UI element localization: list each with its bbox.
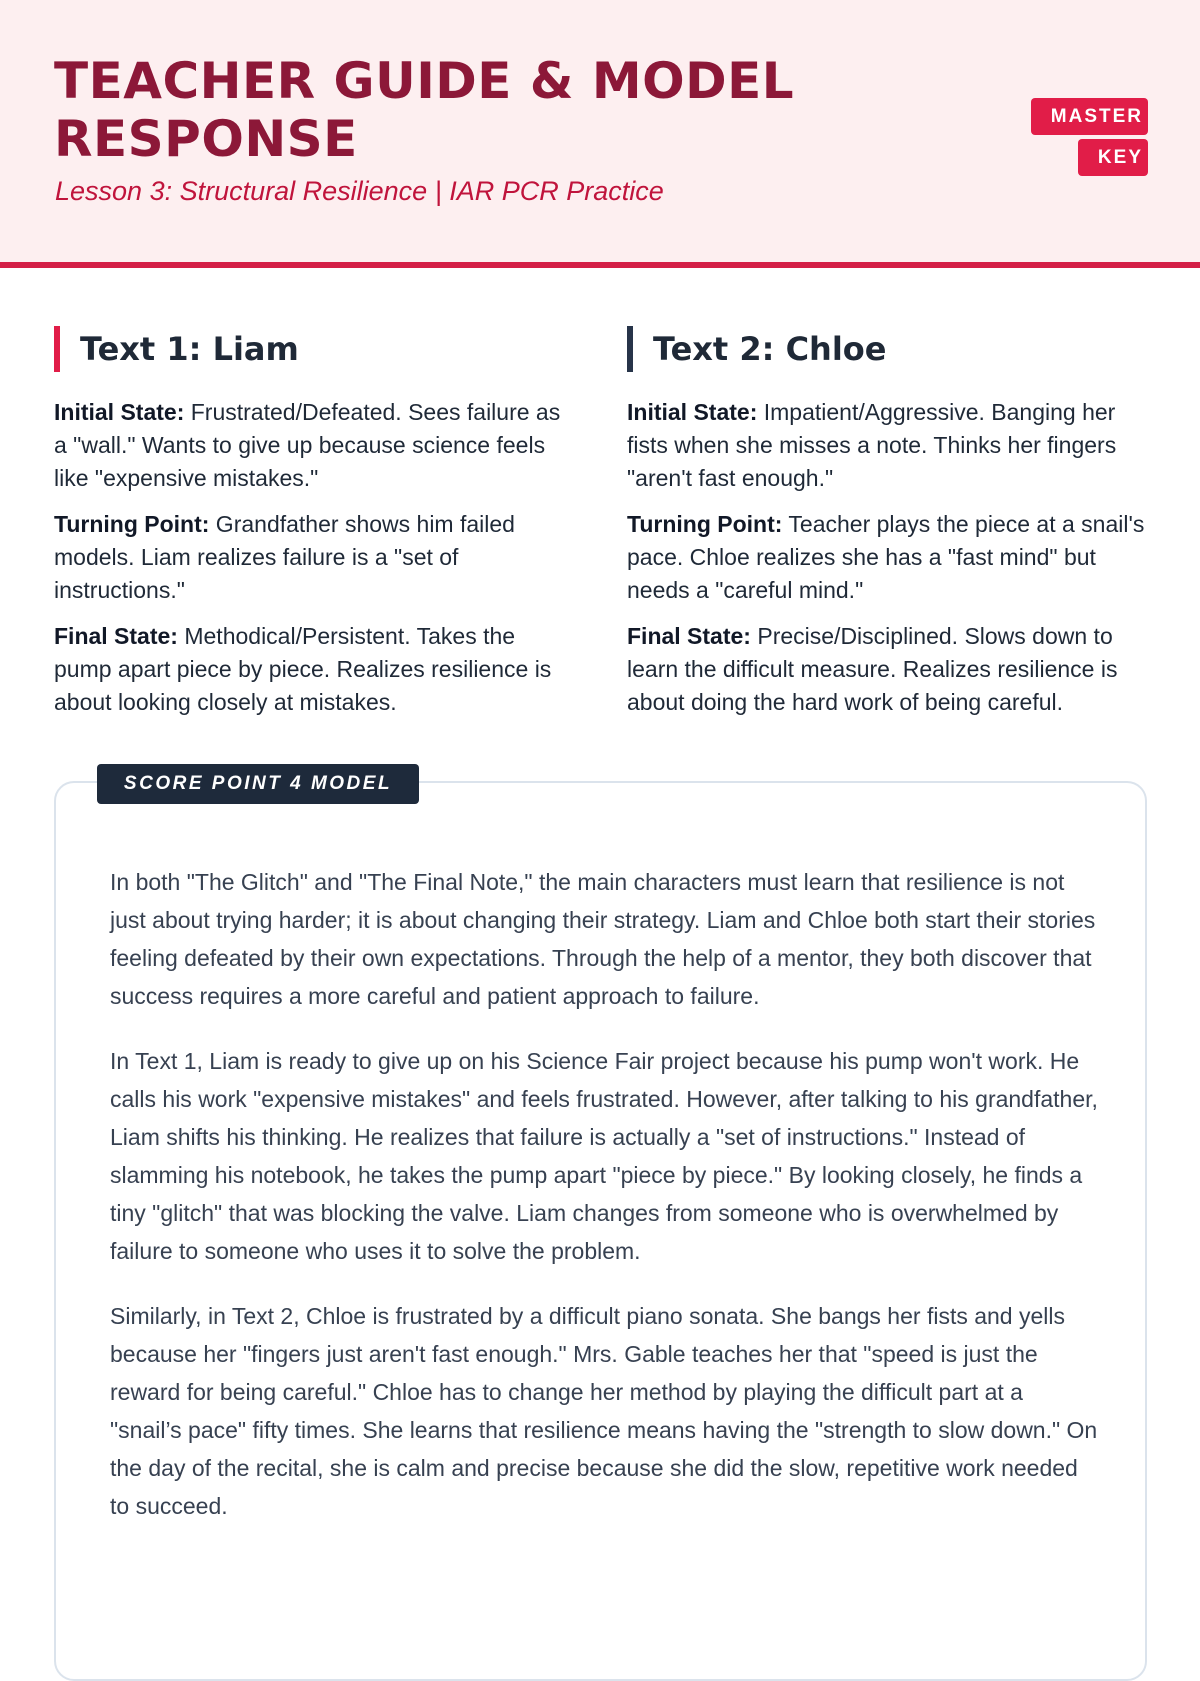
text2-turning-point <box>627 508 1147 607</box>
entry-label: Initial State: <box>54 399 185 425</box>
text1-column <box>54 326 574 732</box>
entry-label: Initial State: <box>627 399 758 425</box>
model-paragraph-2: In Text 1, Liam is ready to give up on his Science Fair project because his pump won't work. He calls his work "expensive mistakes" and feels frustrated. However, after talking to his grandfather, Liam shifts his thinking. He realizes that failure is actually a "set of instructions." Instead of slamming his notebook, he takes the pump apart "piece by piece." By looking closely, he finds a tiny "glitch" that was blocking the valve. Liam changes from someone who is overwhelmed by failure to someone who uses it to solve the problem. <box>110 1048 1098 1264</box>
entry-label: Final State: <box>54 623 178 649</box>
model-paragraph-3: Similarly, in Text 2, Chloe is frustrated by a difficult piano sonata. She bangs her fists and yells because her "fingers just aren't fast enough." Mrs. Gable teaches her that "speed is just the reward for being careful." Chloe has to change her method by playing the difficult part at a "snail’s pace" fifty times. She learns that resilience means having the "strength to slow down." On the day of the recital, she is calm and precise because she did the slow, repetitive work needed to succeed. <box>110 1303 1098 1519</box>
text2-column <box>627 326 1147 732</box>
page-header <box>0 0 1200 268</box>
text1-final-state <box>54 620 574 719</box>
entry-text: Frustrated/Defeated. Sees failure as a "wall." Wants to give up because science feels like "expensive mistakes." <box>54 399 561 491</box>
text2-initial-state <box>627 396 1147 495</box>
master-key-badge-wrap <box>988 97 1148 179</box>
score-point-tab: SCORE POINT 4 MODEL <box>97 764 419 804</box>
page-subtitle: Lesson 3: Structural Resilience | IAR PCR Practice <box>55 176 664 206</box>
master-key-badge: MASTER KEY <box>1031 98 1148 176</box>
entry-text: Methodical/Persistent. Takes the pump apart piece by piece. Realizes resilience is about looking closely at mistakes. <box>54 623 552 715</box>
text1-heading: Text 1: Liam <box>54 326 574 372</box>
entry-label: Final State: <box>627 623 751 649</box>
model-response-text <box>110 863 1100 1552</box>
entry-text: Grandfather shows him failed models. Liam realizes failure is a "set of instructions." <box>54 511 515 603</box>
model-paragraph-1: In both "The Glitch" and "The Final Note," the main characters must learn that resilience is not just about trying harder; it is about changing their strategy. Liam and Chloe both start their stories feeling defeated by their own expectations. Through the help of a mentor, they both discover that success requires a more careful and patient approach to failure. <box>110 869 1096 1009</box>
entry-text: Impatient/Aggressive. Banging her fists when she misses a note. Thinks her fingers "aren't fast enough." <box>627 399 1117 491</box>
entry-label: Turning Point: <box>627 511 783 537</box>
entry-text: Teacher plays the piece at a snail's pace. Chloe realizes she has a "fast mind" but needs a "careful mind." <box>627 511 1145 603</box>
page-title: TEACHER GUIDE & MODEL RESPONSE <box>54 52 795 168</box>
text2-heading: Text 2: Chloe <box>627 326 1147 372</box>
text1-initial-state <box>54 396 574 495</box>
entry-text: Precise/Disciplined. Slows down to learn the difficult measure. Realizes resilience is about doing the hard work of being careful. <box>627 623 1118 715</box>
text1-turning-point <box>54 508 574 607</box>
text2-final-state <box>627 620 1147 719</box>
entry-label: Turning Point: <box>54 511 210 537</box>
